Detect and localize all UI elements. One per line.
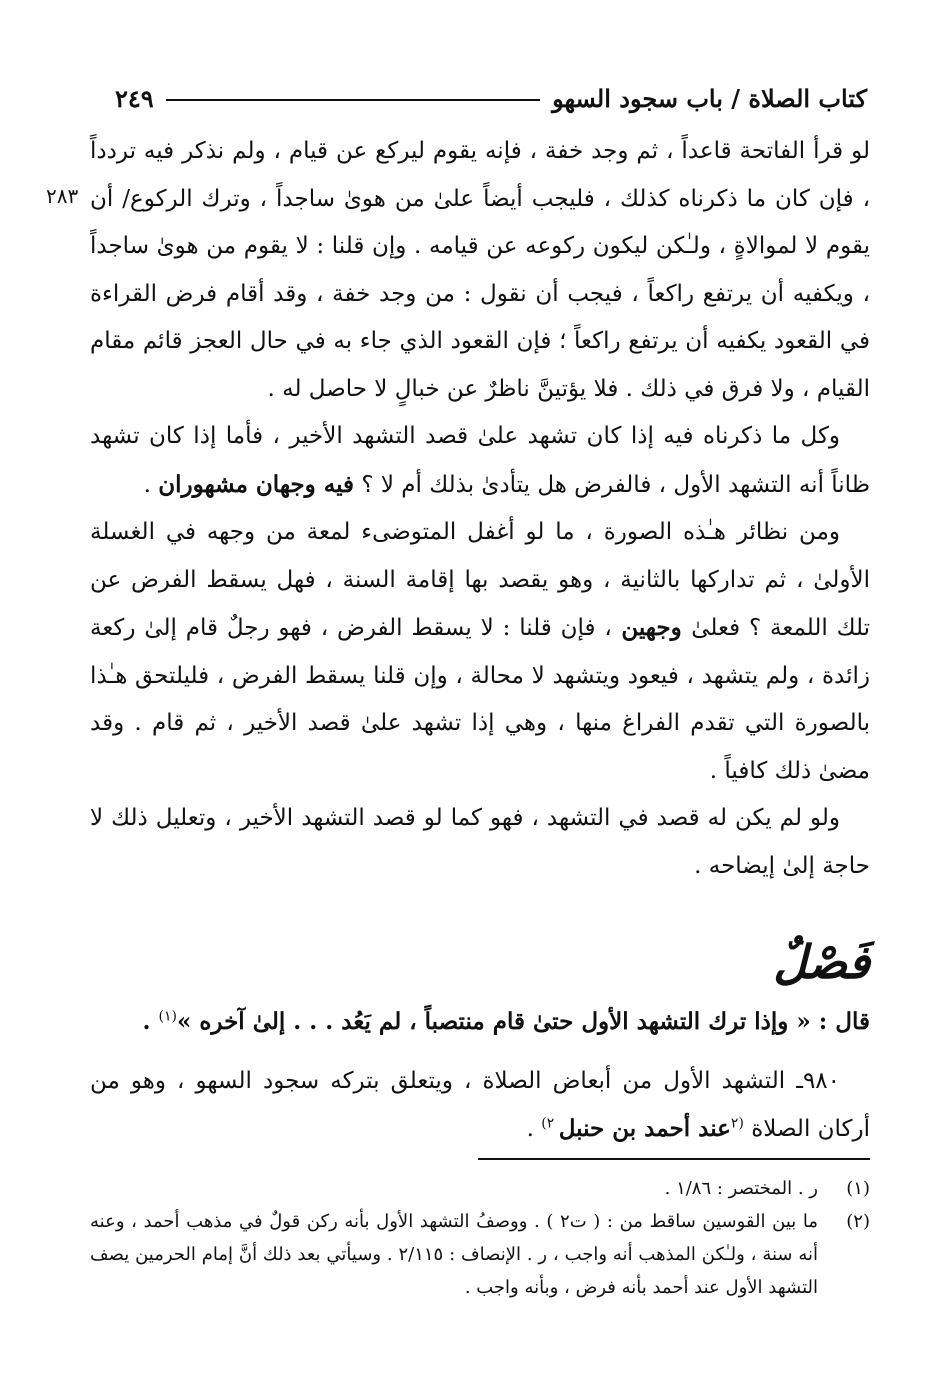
paragraph-1: لو قرأ الفاتحة قاعداً ، ثم وجد خفة ، فإنه يقوم ليركع عن قيام ، ولم نذكر فيه تردداً ، فإن كان ما ذكرناه كذلك ، فليجب أيضاً علىٰ من هوىٰ ساجداً ، وترك الركوع/ أن يقوم لا لموالاةٍ ، ولـٰكن ليكون ركوعه عن قيامه . وإن قلنا : لا يقوم من هوىٰ ساجداً ، ويكفيه أن يرتفع راكعاً ، فيجب أن نقول : من وجد خفة ، وقد أقام فرض القراءة في القعود يكفيه أن يرتفع راكعاً ؛ فإن القعود الذي جاء به في حال العجز قائم مقام القيام ، ولا فرق في ذلك . فلا يؤتينَّ ناظرٌ عن خبالٍ لا حاصل له . bbox=[90, 138, 870, 402]
footnote-text: ر . المختصر : ١/٨٦ . bbox=[664, 1178, 818, 1199]
running-header bbox=[115, 78, 867, 118]
section-heading: فَصْلٌ bbox=[773, 935, 870, 989]
quote-end: . bbox=[142, 1008, 159, 1035]
footnote-number: (١) bbox=[846, 1178, 870, 1199]
paragraph-980-text: ٩٨٠ـ التشهد الأول من أبعاض الصلاة ، ويتعلق بتركه سجود السهو ، وهو من أركان الصلاة bbox=[90, 1067, 870, 1142]
paragraph-2-bold: فيه وجهان مشهوران bbox=[158, 470, 355, 498]
header-rule bbox=[166, 99, 540, 101]
margin-folio-number: ٢٨٣ bbox=[46, 184, 79, 208]
page-number: ٢٤٩ bbox=[115, 83, 154, 113]
paragraph-980 bbox=[90, 1058, 870, 1154]
paragraph-2 bbox=[90, 413, 870, 509]
paragraph-4: ولو لم يكن له قصد في التشهد ، فهو كما لو قصد التشهد الأخير ، وتعليل ذلك لا حاجة إلىٰ إيضاحه . bbox=[90, 805, 870, 879]
paragraph-3-bold: وجهين bbox=[611, 614, 692, 641]
footnotes bbox=[90, 1172, 870, 1304]
main-text bbox=[90, 128, 870, 1154]
footnote-2 bbox=[90, 1205, 870, 1304]
footnote-text: ما بين القوسين ساقط من : ( ت٢ ) . ووصفُ التشهد الأول بأنه ركن قولٌ في مذهب أحمد ، وعنه أنه سنة ، ولـٰكن المذهب أنه واجب ، ر . الإنصاف : ٢/١١٥ . وسيأتي بعد ذلك أنَّ إمام الحرمين يصف التشهد الأول عند أحمد بأنه فرض ، وبأنه واجب . bbox=[90, 1211, 818, 1298]
footnote-2-open-ref[interactable]: (٢ bbox=[730, 1115, 744, 1132]
footnote-divider bbox=[478, 1158, 870, 1160]
footnote-1 bbox=[90, 1172, 870, 1205]
paragraph-980-bold: عند أحمد بن حنبل bbox=[558, 1115, 731, 1142]
paragraph-980-end: . bbox=[526, 1116, 542, 1142]
quote-text: قال : « وإذا ترك التشهد الأول حتىٰ قام منتصباً ، لم يَعُد . . . إلىٰ آخره » bbox=[176, 1008, 870, 1035]
paragraph-2-end: . bbox=[143, 471, 159, 498]
footnote-number: (٢) bbox=[846, 1211, 870, 1232]
header-title: كتاب الصلاة / باب سجود السهو bbox=[552, 83, 867, 113]
paragraph-2-text: وكل ما ذكرناه فيه إذا كان تشهد علىٰ قصد التشهد الأخير ، فأما إذا كان تشهد ظاناً أنه التشهد الأول ، فالفرض هل يتأدىٰ بذلك أم لا ؟ bbox=[90, 423, 870, 498]
footnote-2-close-ref[interactable]: ٢) bbox=[541, 1115, 559, 1132]
paragraph-3-text-b: ، فإن قلنا : لا يسقط الفرض ، فهو رجلٌ قام إلىٰ ركعة زائدة ، ولم يتشهد ، فيعود ويتشهد لا محالة ، وإن قلنا يسقط الفرض ، فليلتحق هـٰذا بالصورة التي تقدم الفراغ منها ، وهي إذا تشهد علىٰ قصد الأخير ، ثم قام . وقد مضىٰ ذلك كافياً . bbox=[90, 615, 870, 784]
quote-footnote-ref[interactable]: (١) bbox=[158, 1008, 177, 1025]
paragraph-3 bbox=[90, 509, 870, 795]
paragraph-3-text-a: ومن نظائر هـٰذه الصورة ، ما لو أغفل المتوضىء لمعة من وجهه في الغسلة الأولىٰ ، ثم تداركها بالثانية ، وهو يقصد بها إقامة السنة ، فهل يسقط الفرض عن تلك اللمعة ؟ فعلىٰ bbox=[90, 519, 871, 641]
matn-quote bbox=[90, 998, 870, 1046]
